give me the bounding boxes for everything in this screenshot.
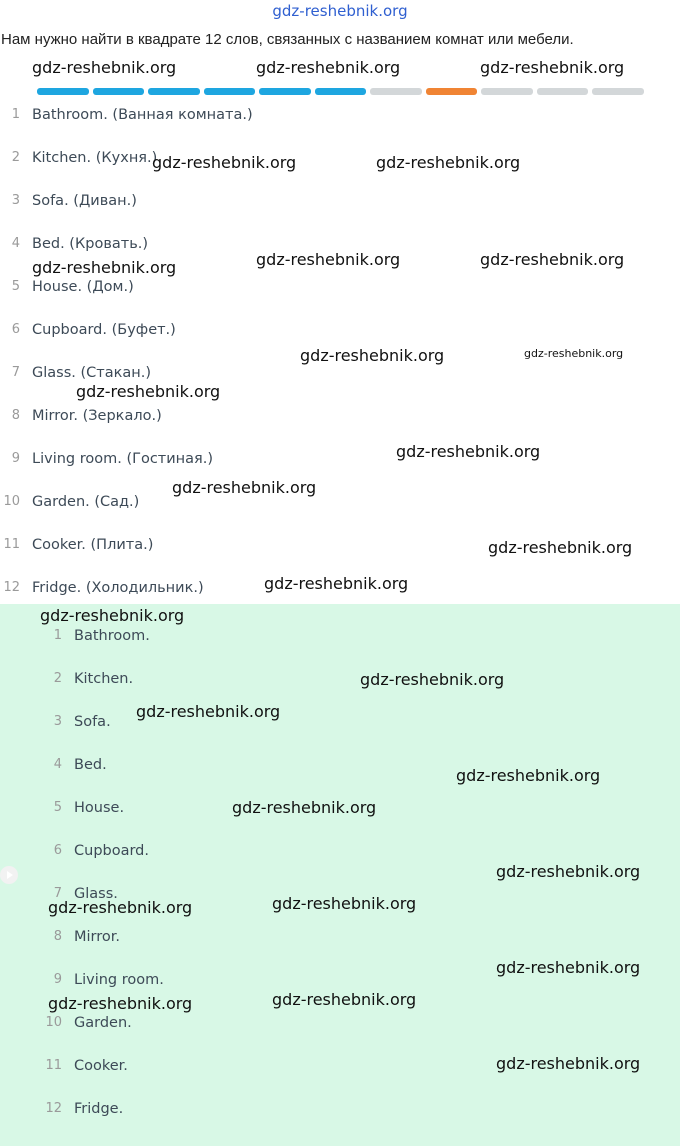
item-text: Living room. (Гостиная.) — [32, 451, 214, 467]
progress-segment[interactable] — [370, 88, 422, 95]
item-number: 2 — [53, 671, 62, 686]
item-number: 6 — [53, 843, 62, 858]
item-number: 7 — [53, 886, 62, 901]
progress-segment[interactable] — [204, 88, 256, 95]
watermark-text: gdz-reshebnik.org — [496, 862, 641, 881]
item-text: Sofa. — [74, 714, 111, 730]
item-text: House. (Дом.) — [32, 279, 134, 295]
watermark-text: gdz-reshebnik.org — [40, 606, 185, 625]
watermark-text: gdz-reshebnik.org — [300, 346, 445, 365]
watermark-text: gdz-reshebnik.org — [32, 58, 177, 77]
watermark-text: gdz-reshebnik.org — [376, 153, 521, 172]
item-text: Bed. (Кровать.) — [32, 236, 149, 252]
watermark-text: gdz-reshebnik.org — [152, 153, 297, 172]
watermark-text: gdz-reshebnik.org — [272, 990, 417, 1009]
play-icon[interactable] — [0, 866, 18, 884]
item-number: 5 — [11, 279, 20, 294]
progress-segment[interactable] — [592, 88, 644, 95]
item-text: Bed. — [74, 757, 107, 773]
watermark-text: gdz-reshebnik.org — [32, 258, 177, 277]
watermark-text: gdz-reshebnik.org — [232, 798, 377, 817]
watermark-text: gdz-reshebnik.org — [360, 670, 505, 689]
watermark-text: gdz-reshebnik.org — [496, 1054, 641, 1073]
item-text: Mirror. — [74, 929, 120, 945]
item-text: Glass. (Стакан.) — [32, 365, 151, 381]
item-text: Cupboard. — [74, 843, 149, 859]
watermark-text: gdz-reshebnik.org — [396, 442, 541, 461]
item-number: 12 — [3, 580, 20, 595]
item-text: Living room. — [74, 972, 164, 988]
progress-bar — [37, 88, 643, 95]
item-number: 2 — [11, 150, 20, 165]
progress-segment[interactable] — [481, 88, 533, 95]
watermark-text: gdz-reshebnik.org — [256, 58, 401, 77]
watermark-text: gdz-reshebnik.org — [172, 478, 317, 497]
item-number: 9 — [11, 451, 20, 466]
item-text: Bathroom. (Ванная комната.) — [32, 107, 253, 123]
item-text: Fridge. — [74, 1101, 124, 1117]
progress-segment[interactable] — [537, 88, 589, 95]
watermark-text: gdz-reshebnik.org — [480, 58, 625, 77]
item-number: 1 — [11, 107, 20, 122]
item-text: Glass. — [74, 886, 118, 902]
progress-segment[interactable] — [259, 88, 311, 95]
watermark-text: gdz-reshebnik.org — [524, 347, 624, 360]
watermark-text: gdz-reshebnik.org — [456, 766, 601, 785]
item-number: 4 — [53, 757, 62, 772]
watermark-text: gdz-reshebnik.org — [496, 958, 641, 977]
progress-segment[interactable] — [93, 88, 145, 95]
item-text: Kitchen. — [74, 671, 134, 687]
watermark-text: gdz-reshebnik.org — [76, 382, 221, 401]
item-number: 9 — [53, 972, 62, 987]
item-number: 8 — [11, 408, 20, 423]
item-number: 3 — [11, 193, 20, 208]
item-number: 12 — [45, 1101, 62, 1116]
progress-segment[interactable] — [315, 88, 367, 95]
item-text: Sofa. (Диван.) — [32, 193, 137, 209]
progress-segment[interactable] — [148, 88, 200, 95]
watermark-text: gdz-reshebnik.org — [264, 574, 409, 593]
item-number: 11 — [45, 1058, 62, 1073]
item-number: 7 — [11, 365, 20, 380]
progress-segment-current[interactable] — [426, 88, 478, 95]
item-text: Cooker. (Плита.) — [32, 537, 154, 553]
watermark-text: gdz-reshebnik.org — [256, 250, 401, 269]
item-number: 5 — [53, 800, 62, 815]
watermark-text: gdz-reshebnik.org — [136, 702, 281, 721]
item-text: Garden. (Сад.) — [32, 494, 140, 510]
watermark-text: gdz-reshebnik.org — [48, 898, 193, 917]
item-text: Mirror. (Зеркало.) — [32, 408, 162, 424]
item-number: 10 — [45, 1015, 62, 1030]
watermark-text: gdz-reshebnik.org — [488, 538, 633, 557]
watermark-text: gdz-reshebnik.org — [48, 994, 193, 1013]
task-intro: Нам нужно найти в квадрате 12 слов, связанных с названием комнат или мебели. — [1, 31, 574, 48]
item-number: 10 — [3, 494, 20, 509]
item-text: Cooker. — [74, 1058, 128, 1074]
item-number: 11 — [3, 537, 20, 552]
item-text: Fridge. (Холодильник.) — [32, 580, 204, 596]
item-number: 1 — [53, 628, 62, 643]
item-text: House. — [74, 800, 125, 816]
watermark-text: gdz-reshebnik.org — [272, 894, 417, 913]
watermark-text: gdz-reshebnik.org — [480, 250, 625, 269]
item-number: 8 — [53, 929, 62, 944]
item-text: Garden. — [74, 1015, 132, 1031]
item-text: Kitchen. (Кухня.) — [32, 150, 158, 166]
progress-segment[interactable] — [37, 88, 89, 95]
item-text: Cupboard. (Буфет.) — [32, 322, 176, 338]
item-number: 6 — [11, 322, 20, 337]
site-header-link[interactable]: gdz-reshebnik.org — [272, 2, 408, 20]
item-text: Bathroom. — [74, 628, 150, 644]
item-number: 3 — [53, 714, 62, 729]
item-number: 4 — [11, 236, 20, 251]
